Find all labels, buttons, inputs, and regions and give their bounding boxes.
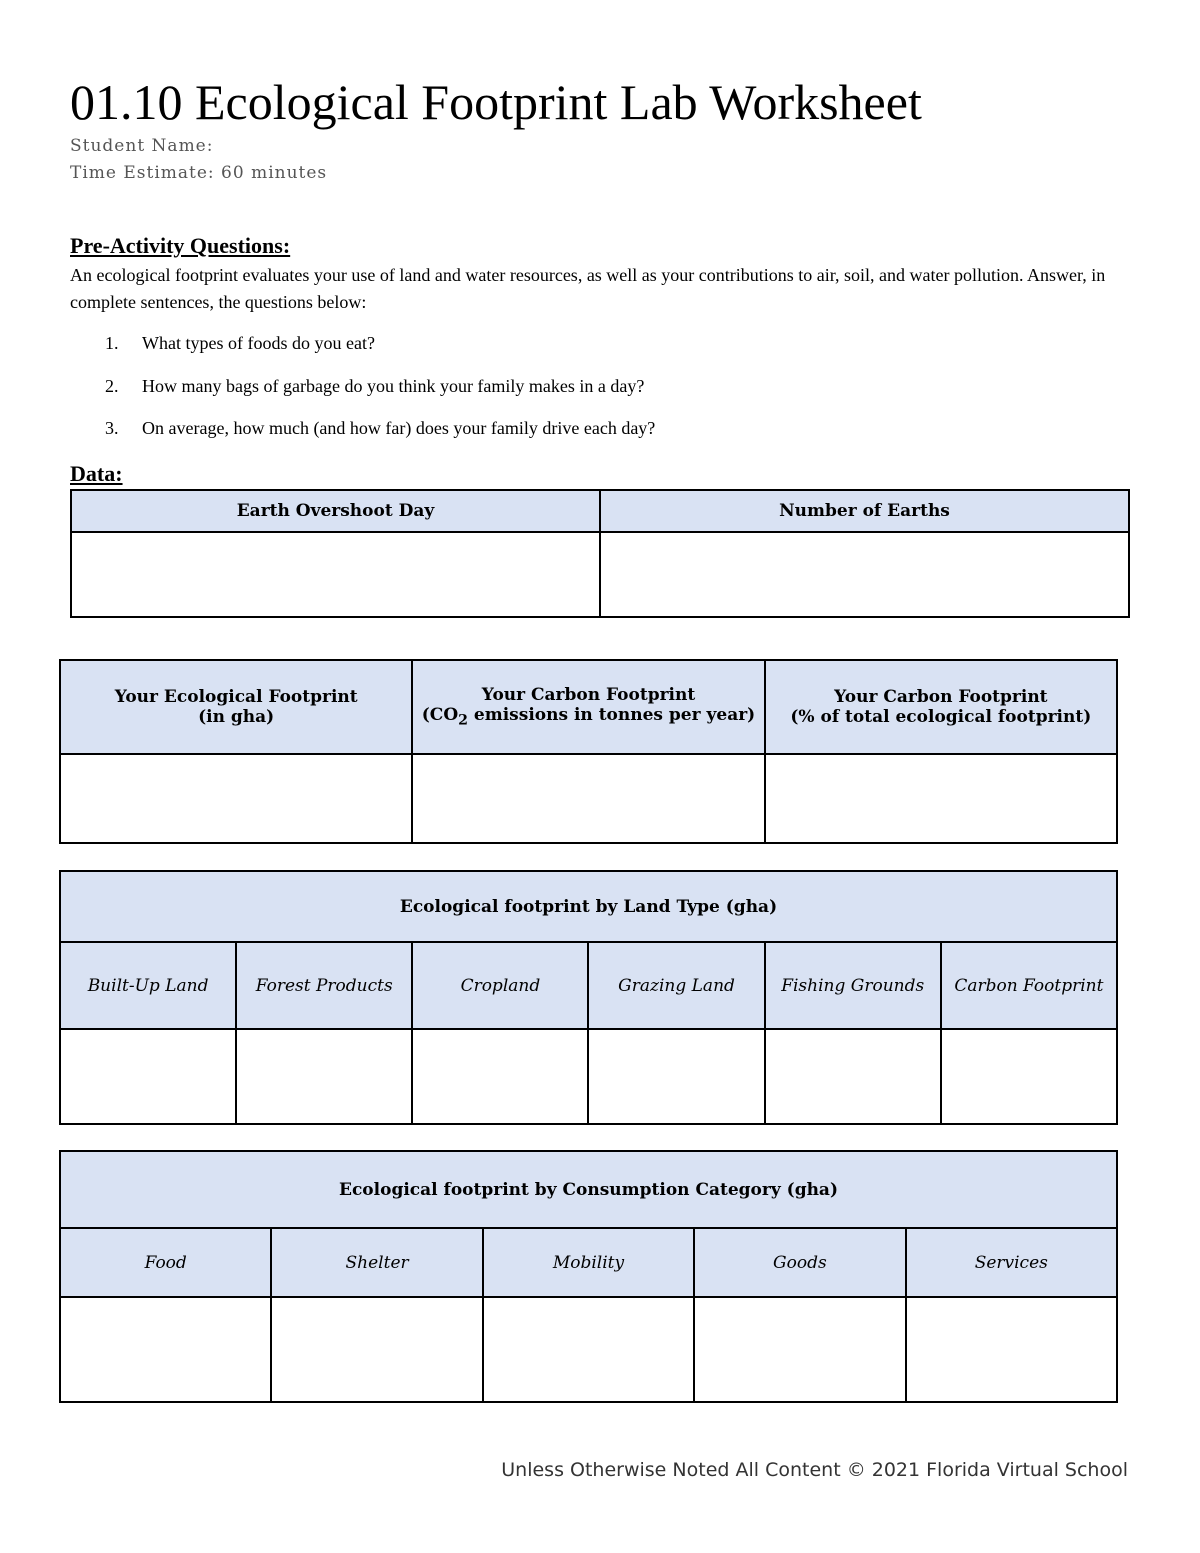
fishing-grounds-header: Fishing Grounds xyxy=(765,942,941,1029)
time-estimate: Time Estimate: 60 minutes xyxy=(70,163,328,183)
student-name-label: Student Name: xyxy=(70,136,214,156)
co2-subscript: 2 xyxy=(458,712,468,729)
copyright-footer: Unless Otherwise Noted All Content © 2021 Florida Virtual School xyxy=(501,1459,1128,1481)
built-up-land-cell[interactable] xyxy=(60,1029,236,1124)
table-row xyxy=(71,532,1129,617)
ecological-footprint-cell[interactable] xyxy=(60,754,412,843)
consumption-category-title: Ecological footprint by Consumption Category (gha) xyxy=(60,1151,1117,1228)
header-line: Your Ecological Footprint xyxy=(114,687,358,707)
carbon-footprint-co2-header xyxy=(412,660,764,754)
food-cell[interactable] xyxy=(60,1297,271,1402)
earth-overshoot-day-header: Earth Overshoot Day xyxy=(71,490,600,532)
grazing-land-cell[interactable] xyxy=(588,1029,764,1124)
goods-header: Goods xyxy=(694,1228,905,1297)
overshoot-table xyxy=(70,489,1130,618)
ecological-footprint-header xyxy=(60,660,412,754)
pre-activity-heading: Pre-Activity Questions: xyxy=(70,233,291,258)
services-cell[interactable] xyxy=(906,1297,1117,1402)
question-number: 3. xyxy=(105,418,119,438)
table-header-row xyxy=(60,660,1117,754)
number-of-earths-cell[interactable] xyxy=(600,532,1129,617)
question-list xyxy=(70,330,1130,458)
table-header-row xyxy=(60,942,1117,1029)
question-item xyxy=(70,373,1130,416)
carbon-footprint-percent-header xyxy=(765,660,1117,754)
shelter-cell[interactable] xyxy=(271,1297,482,1402)
forest-products-header: Forest Products xyxy=(236,942,412,1029)
land-type-table xyxy=(59,870,1118,1125)
question-text: How many bags of garbage do you think your family makes in a day? xyxy=(142,375,645,396)
question-text: What types of foods do you eat? xyxy=(142,333,375,353)
mobility-cell[interactable] xyxy=(483,1297,694,1402)
grazing-land-header: Grazing Land xyxy=(588,942,764,1029)
table-row xyxy=(60,754,1117,843)
services-header: Services xyxy=(906,1228,1117,1297)
pre-activity-intro: An ecological footprint evaluates your use of land and water resources, as well as your contributions to air, soil, and water pollution. Answer, in complete sentences, the questions below: xyxy=(70,265,1106,312)
land-type-title: Ecological footprint by Land Type (gha) xyxy=(60,871,1117,942)
table-title-row xyxy=(60,871,1117,942)
co2-prefix: (CO xyxy=(421,705,459,726)
question-text: On average, how much (and how far) does your family drive each day? xyxy=(142,418,656,438)
table-title-row xyxy=(60,1151,1117,1228)
page-title: 01.10 Ecological Footprint Lab Worksheet xyxy=(70,74,922,130)
co2-rest: emissions in tonnes per year) xyxy=(468,705,756,726)
table-header-row xyxy=(71,490,1129,532)
table-row xyxy=(60,1297,1117,1402)
header-line: Your Carbon Footprint xyxy=(481,685,696,706)
earth-overshoot-day-cell[interactable] xyxy=(71,532,600,617)
forest-products-cell[interactable] xyxy=(236,1029,412,1124)
built-up-land-header: Built-Up Land xyxy=(60,942,236,1029)
data-heading: Data: xyxy=(70,461,123,486)
header-line: (% of total ecological footprint) xyxy=(790,707,1092,727)
carbon-footprint-header: Carbon Footprint xyxy=(941,942,1117,1029)
fishing-grounds-cell[interactable] xyxy=(765,1029,941,1124)
header-line: (in gha) xyxy=(198,707,275,727)
consumption-category-table xyxy=(59,1150,1118,1403)
question-item xyxy=(70,330,1130,373)
goods-cell[interactable] xyxy=(694,1297,905,1402)
question-item xyxy=(70,415,1130,458)
carbon-percent-cell[interactable] xyxy=(765,754,1117,843)
footprint-summary-table xyxy=(59,659,1118,844)
carbon-co2-cell[interactable] xyxy=(412,754,764,843)
food-header: Food xyxy=(60,1228,271,1297)
shelter-header: Shelter xyxy=(271,1228,482,1297)
header-line: Your Carbon Footprint xyxy=(834,687,1048,707)
question-number: 1. xyxy=(105,333,119,353)
cropland-header: Cropland xyxy=(412,942,588,1029)
number-of-earths-header: Number of Earths xyxy=(600,490,1129,532)
cropland-cell[interactable] xyxy=(412,1029,588,1124)
table-header-row xyxy=(60,1228,1117,1297)
question-number: 2. xyxy=(105,375,119,396)
mobility-header: Mobility xyxy=(483,1228,694,1297)
carbon-footprint-cell[interactable] xyxy=(941,1029,1117,1124)
table-row xyxy=(60,1029,1117,1124)
header-line xyxy=(419,705,757,728)
